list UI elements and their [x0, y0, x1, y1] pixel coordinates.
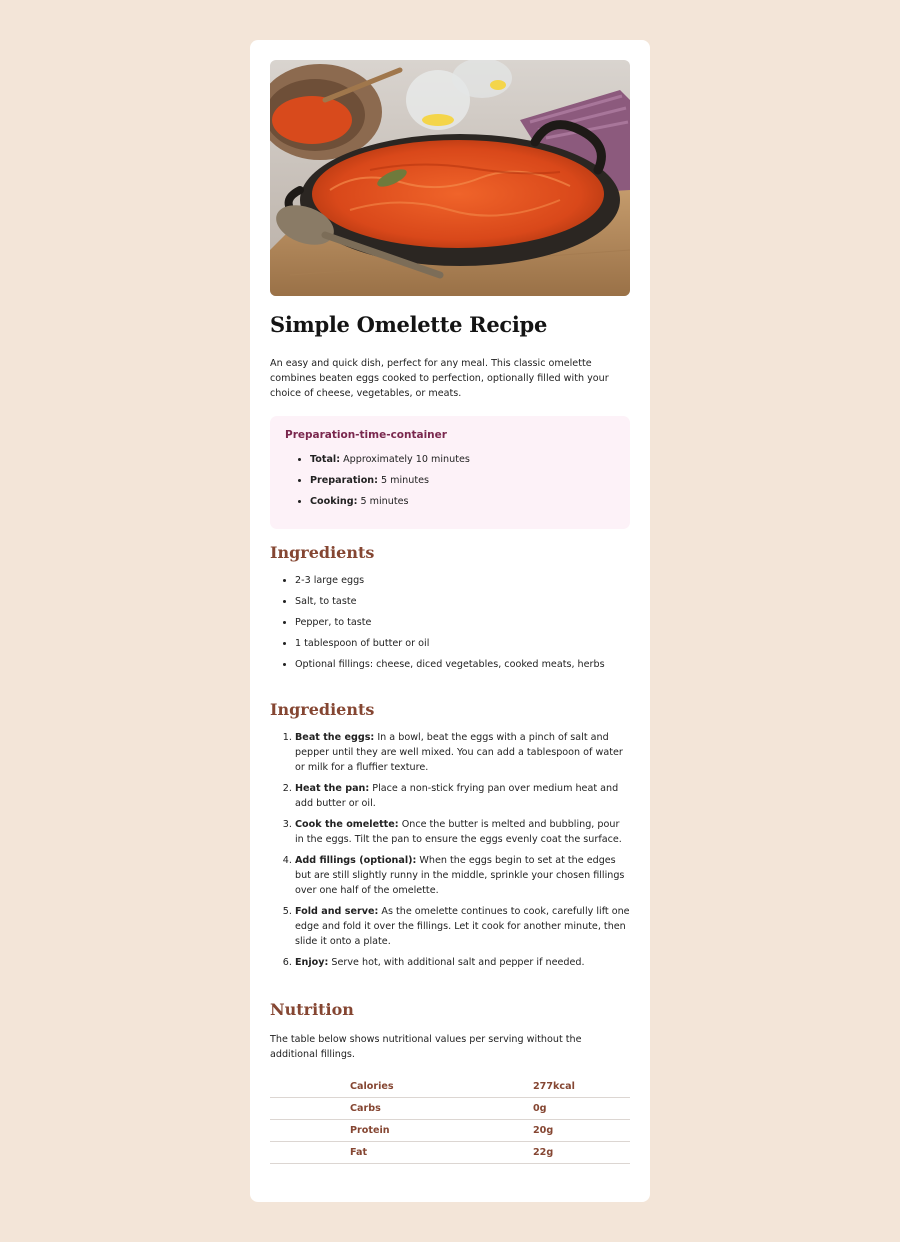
ingredients-section — [270, 543, 630, 672]
instruction-step — [295, 853, 630, 898]
instruction-step — [295, 730, 630, 775]
step-text: When the eggs begin to set at the edges but are still slightly runny in the middle, sprinkle your chosen fillings over one half of the omelette. — [295, 855, 625, 896]
recipe-hero-image — [270, 60, 630, 296]
step-label: Enjoy: — [295, 957, 329, 968]
instructions-section — [270, 700, 630, 970]
step-text: Once the butter is melted and bubbling, pour in the eggs. Tilt the pan to ensure the eggs evenly coat the surface. — [295, 819, 622, 845]
preparation-item-value: 5 minutes — [360, 496, 409, 507]
ingredient-item: • Salt, to taste — [295, 594, 630, 609]
step-text: As the omelette continues to cook, carefully lift one edge and fold it over the fillings. Let it cook for another minute, then slide it onto a plate. — [295, 906, 630, 947]
preparation-item-label: Preparation: — [310, 475, 378, 486]
ingredient-item: • Pepper, to taste — [295, 615, 630, 630]
ingredient-item: • 1 tablespoon of butter or oil — [295, 636, 630, 651]
preparation-item-cooking — [310, 494, 615, 509]
step-label: Add fillings (optional): — [295, 855, 417, 866]
step-label: Beat the eggs: — [295, 732, 375, 743]
preparation-time-box — [270, 416, 630, 529]
instruction-step — [295, 904, 630, 949]
preparation-heading: Preparation-time-container — [285, 429, 447, 441]
preparation-item-total — [310, 452, 615, 467]
preparation-item-value: Approximately 10 minutes — [343, 454, 470, 465]
step-label: Cook the omelette: — [295, 819, 399, 830]
nutrition-description: The table below shows nutritional values per serving without the additional fillings. — [270, 1034, 582, 1060]
step-text: In a bowl, beat the eggs with a pinch of salt and pepper until they are well mixed. You can add a tablespoon of water or milk for a fluffier texture. — [295, 732, 623, 773]
step-label: Heat the pan: — [295, 783, 370, 794]
nutrient-value: 277kcal — [533, 1081, 575, 1092]
step-label: Fold and serve: — [295, 906, 379, 917]
nutrient-name: Calories — [350, 1081, 394, 1092]
step-text: Place a non-stick frying pan over medium heat and add butter or oil. — [295, 783, 619, 809]
table-row — [270, 1142, 630, 1164]
recipe-intro: An easy and quick dish, perfect for any meal. This classic omelette combines beaten eggs cooked to perfection, optionally filled with your choice of cheese, vegetables, or meats. — [270, 358, 609, 399]
nutrient-value: 20g — [533, 1120, 630, 1142]
preparation-item-label: Total: — [310, 454, 341, 465]
nutrient-name: Protein — [270, 1120, 533, 1142]
recipe-title: Simple Omelette Recipe — [270, 312, 548, 337]
nutrient-name: Fat — [270, 1142, 533, 1164]
preparation-list — [285, 452, 615, 509]
instruction-step — [295, 955, 630, 970]
nutrient-name: Carbs — [270, 1098, 533, 1120]
table-row — [270, 1120, 630, 1142]
ingredients-list — [270, 573, 630, 672]
nutrient-value: 22g — [533, 1142, 630, 1164]
instructions-list — [270, 730, 630, 970]
instruction-step — [295, 817, 630, 847]
instructions-heading: Ingredients — [270, 700, 375, 719]
ingredient-item: • 2-3 large eggs — [295, 573, 630, 588]
table-row — [270, 1076, 630, 1098]
nutrition-section — [270, 1000, 630, 1164]
preparation-item-label: Cooking: — [310, 496, 358, 507]
instruction-step — [295, 781, 630, 811]
preparation-item-preparation — [310, 473, 615, 488]
table-row — [270, 1098, 630, 1120]
nutrition-table — [270, 1076, 630, 1164]
nutrition-heading: Nutrition — [270, 1000, 354, 1019]
nutrient-value: 0g — [533, 1098, 630, 1120]
recipe-card — [250, 40, 650, 1202]
ingredient-item: • Optional fillings: cheese, diced vegetables, cooked meats, herbs — [295, 657, 630, 672]
preparation-item-value: 5 minutes — [381, 475, 430, 486]
step-text: Serve hot, with additional salt and pepper if needed. — [331, 957, 585, 968]
ingredients-heading: Ingredients — [270, 543, 375, 562]
